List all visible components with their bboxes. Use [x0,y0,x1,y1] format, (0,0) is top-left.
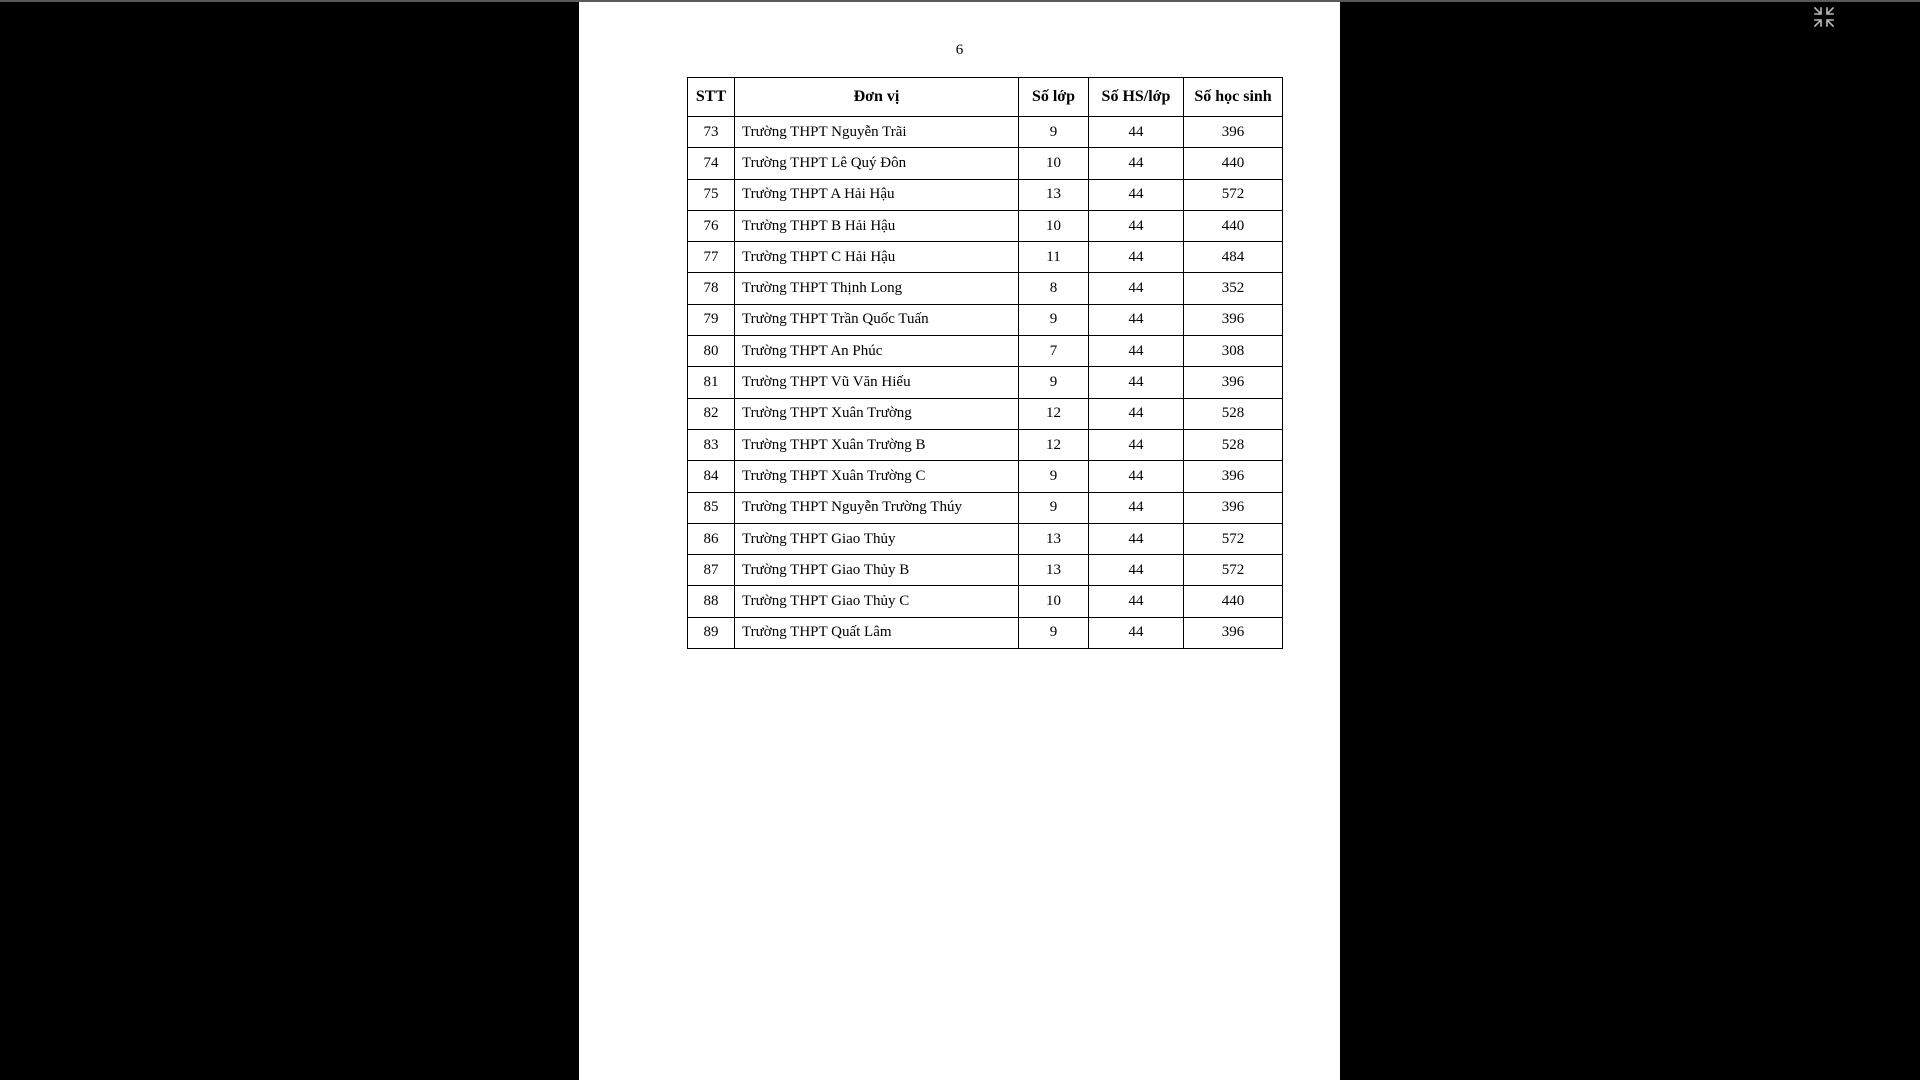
cell-per-class: 44 [1089,273,1184,304]
cell-stt: 88 [688,586,735,617]
cell-classes: 10 [1019,586,1089,617]
table-row [688,148,1283,179]
cell-students: 528 [1184,429,1283,460]
table-row [688,523,1283,554]
cell-stt: 81 [688,367,735,398]
cell-stt: 79 [688,304,735,335]
cell-name: Trường THPT Xuân Trường C [735,461,1019,492]
table-header [688,78,1283,117]
cell-name: Trường THPT B Hải Hậu [735,210,1019,241]
cell-per-class: 44 [1089,210,1184,241]
table-row [688,367,1283,398]
cell-stt: 75 [688,179,735,210]
table-row [688,336,1283,367]
cell-per-class: 44 [1089,555,1184,586]
cell-name: Trường THPT Nguyễn Trãi [735,117,1019,148]
cell-classes: 9 [1019,492,1089,523]
table-row [688,492,1283,523]
cell-students: 352 [1184,273,1283,304]
cell-per-class: 44 [1089,304,1184,335]
cell-per-class: 44 [1089,398,1184,429]
cell-per-class: 44 [1089,586,1184,617]
cell-name: Trường THPT Thịnh Long [735,273,1019,304]
cell-name: Trường THPT Nguyễn Trường Thúy [735,492,1019,523]
cell-per-class: 44 [1089,429,1184,460]
cell-classes: 8 [1019,273,1089,304]
cell-classes: 9 [1019,367,1089,398]
table-row [688,179,1283,210]
schools-table [687,77,1283,649]
cell-students: 440 [1184,148,1283,179]
cell-classes: 10 [1019,210,1089,241]
page-number: 6 [955,42,964,58]
cell-classes: 9 [1019,117,1089,148]
cell-name: Trường THPT An Phúc [735,336,1019,367]
cell-name: Trường THPT Lê Quý Đôn [735,148,1019,179]
cell-per-class: 44 [1089,242,1184,273]
cell-stt: 89 [688,617,735,648]
cell-stt: 85 [688,492,735,523]
cell-name: Trường THPT Xuân Trường [735,398,1019,429]
cell-stt: 83 [688,429,735,460]
cell-stt: 73 [688,117,735,148]
cell-stt: 74 [688,148,735,179]
table-row [688,273,1283,304]
table-row [688,242,1283,273]
header-per-class: Số HS/lớp [1089,78,1184,117]
cell-name: Trường THPT Xuân Trường B [735,429,1019,460]
table-row [688,555,1283,586]
cell-name: Trường THPT Giao Thủy [735,523,1019,554]
cell-stt: 86 [688,523,735,554]
cell-students: 528 [1184,398,1283,429]
cell-stt: 84 [688,461,735,492]
cell-name: Trường THPT Giao Thủy C [735,586,1019,617]
cell-stt: 80 [688,336,735,367]
cell-stt: 76 [688,210,735,241]
cell-per-class: 44 [1089,179,1184,210]
table-row [688,117,1283,148]
cell-students: 308 [1184,336,1283,367]
exit-fullscreen-icon [1812,5,1836,29]
cell-per-class: 44 [1089,148,1184,179]
cell-students: 396 [1184,492,1283,523]
cell-students: 572 [1184,555,1283,586]
cell-name: Trường THPT Vũ Văn Hiếu [735,367,1019,398]
cell-per-class: 44 [1089,492,1184,523]
header-name: Đơn vị [735,78,1019,117]
cell-stt: 77 [688,242,735,273]
table-row [688,461,1283,492]
table-row [688,398,1283,429]
cell-students: 396 [1184,304,1283,335]
cell-classes: 9 [1019,461,1089,492]
header-row [688,78,1283,117]
cell-name: Trường THPT Trần Quốc Tuấn [735,304,1019,335]
cell-stt: 78 [688,273,735,304]
cell-classes: 13 [1019,555,1089,586]
document-page [579,2,1340,1080]
cell-classes: 7 [1019,336,1089,367]
cell-classes: 9 [1019,304,1089,335]
header-stt: STT [688,78,735,117]
cell-per-class: 44 [1089,117,1184,148]
cell-classes: 12 [1019,398,1089,429]
cell-students: 440 [1184,586,1283,617]
cell-students: 396 [1184,617,1283,648]
exit-fullscreen-button[interactable] [1812,5,1836,29]
table-body [688,117,1283,649]
cell-name: Trường THPT A Hải Hậu [735,179,1019,210]
cell-classes: 12 [1019,429,1089,460]
cell-name: Trường THPT Quất Lâm [735,617,1019,648]
cell-students: 572 [1184,523,1283,554]
table-row [688,429,1283,460]
cell-classes: 11 [1019,242,1089,273]
cell-name: Trường THPT C Hải Hậu [735,242,1019,273]
cell-students: 572 [1184,179,1283,210]
table-row [688,617,1283,648]
cell-classes: 13 [1019,179,1089,210]
cell-stt: 87 [688,555,735,586]
cell-students: 396 [1184,117,1283,148]
cell-students: 396 [1184,461,1283,492]
table-row [688,210,1283,241]
header-classes: Số lớp [1019,78,1089,117]
cell-per-class: 44 [1089,367,1184,398]
cell-students: 440 [1184,210,1283,241]
cell-classes: 9 [1019,617,1089,648]
cell-name: Trường THPT Giao Thủy B [735,555,1019,586]
cell-per-class: 44 [1089,523,1184,554]
cell-per-class: 44 [1089,617,1184,648]
cell-stt: 82 [688,398,735,429]
cell-classes: 10 [1019,148,1089,179]
cell-students: 396 [1184,367,1283,398]
header-students: Số học sinh [1184,78,1283,117]
cell-classes: 13 [1019,523,1089,554]
cell-per-class: 44 [1089,336,1184,367]
cell-per-class: 44 [1089,461,1184,492]
table-row [688,586,1283,617]
cell-students: 484 [1184,242,1283,273]
table-row [688,304,1283,335]
